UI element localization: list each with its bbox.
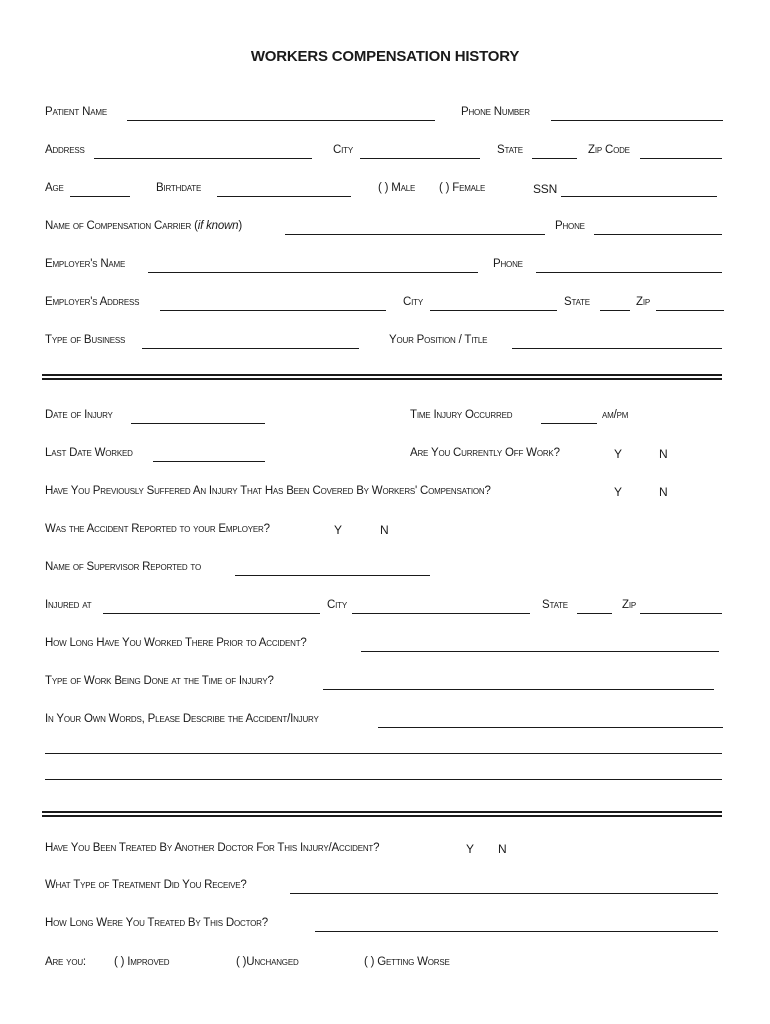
type-of-treatment-label: What Type of Treatment Did You Receive? [45, 879, 247, 891]
city-field[interactable] [360, 158, 480, 159]
carrier-label [45, 220, 242, 232]
carrier-field[interactable] [285, 234, 545, 235]
improved-checkbox[interactable]: ( ) Improved [114, 956, 170, 968]
off-work-no[interactable]: N [659, 447, 668, 461]
employer-phone-field[interactable] [536, 272, 722, 273]
how-long-worked-field[interactable] [361, 651, 719, 652]
are-you-label: Are you: [45, 956, 86, 968]
employer-city-field[interactable] [430, 310, 557, 311]
type-of-work-field[interactable] [323, 689, 714, 690]
off-work-question: Are You Currently Off Work? [410, 447, 560, 459]
accident-reported-question: Was the Accident Reported to your Employer? [45, 523, 270, 535]
position-title-field[interactable] [512, 348, 722, 349]
type-of-business-label: Type of Business [45, 334, 126, 346]
injured-zip-label: Zip [622, 599, 636, 611]
treated-by-another-question: Have You Been Treated By Another Doctor For This Injury/Accident? [45, 842, 380, 854]
phone-number-field[interactable] [551, 120, 723, 121]
employer-name-field[interactable] [148, 272, 478, 273]
age-field[interactable] [70, 196, 130, 197]
employer-zip-field[interactable] [656, 310, 724, 311]
time-injury-label: Time Injury Occurred [410, 409, 513, 421]
employer-zip-label: Zip [636, 296, 650, 308]
employer-address-field[interactable] [160, 310, 386, 311]
last-date-worked-label: Last Date Worked [45, 447, 133, 459]
injured-city-field[interactable] [352, 613, 530, 614]
off-work-yes[interactable]: Y [614, 447, 622, 461]
section-divider-1 [42, 374, 722, 380]
carrier-phone-label: Phone [555, 220, 585, 232]
birthdate-field[interactable] [217, 196, 351, 197]
male-checkbox[interactable]: ( ) Male [378, 182, 416, 194]
unchanged-checkbox[interactable]: ( )Unchanged [236, 956, 299, 968]
previous-injury-no[interactable]: N [659, 485, 668, 499]
employer-state-field[interactable] [600, 310, 630, 311]
address-label: Address [45, 144, 85, 156]
zip-code-label: Zip Code [588, 144, 630, 156]
ssn-label: SSN [533, 182, 558, 196]
treated-yes[interactable]: Y [466, 842, 474, 856]
female-checkbox[interactable]: ( ) Female [439, 182, 486, 194]
describe-accident-line-3[interactable] [45, 779, 722, 780]
carrier-label-prefix: Name of Compensation Carrier ( [45, 220, 198, 232]
injured-zip-field[interactable] [640, 613, 722, 614]
position-title-label: Your Position / Title [389, 334, 488, 346]
type-of-business-field[interactable] [142, 348, 359, 349]
city-label: City [333, 144, 353, 156]
employer-name-label: Employer's Name [45, 258, 126, 270]
am-pm-label: am/pm [602, 409, 629, 421]
patient-name-field[interactable] [127, 120, 435, 121]
employer-phone-label: Phone [493, 258, 523, 270]
time-injury-field[interactable] [541, 423, 597, 424]
accident-reported-yes[interactable]: Y [334, 523, 342, 537]
type-of-work-label: Type of Work Being Done at the Time of Injury? [45, 675, 274, 687]
type-of-treatment-field[interactable] [290, 893, 718, 894]
supervisor-label: Name of Supervisor Reported to [45, 561, 201, 573]
employer-address-label: Employer's Address [45, 296, 140, 308]
supervisor-field[interactable] [235, 575, 430, 576]
how-long-worked-label: How Long Have You Worked There Prior to Accident? [45, 637, 307, 649]
carrier-phone-field[interactable] [594, 234, 722, 235]
employer-state-label: State [564, 296, 590, 308]
last-date-worked-field[interactable] [153, 461, 265, 462]
describe-accident-label: In Your Own Words, Please Describe the Accident/Injury [45, 713, 319, 725]
previous-injury-question: Have You Previously Suffered An Injury That Has Been Covered By Workers' Compensation? [45, 485, 491, 497]
how-long-treated-label: How Long Were You Treated By This Doctor? [45, 917, 268, 929]
section-divider-2 [42, 811, 722, 817]
date-of-injury-field[interactable] [131, 423, 265, 424]
address-field[interactable] [94, 158, 312, 159]
describe-accident-field[interactable] [378, 727, 723, 728]
how-long-treated-field[interactable] [315, 931, 718, 932]
getting-worse-checkbox[interactable]: ( ) Getting Worse [364, 956, 450, 968]
carrier-if-known: if known [197, 220, 239, 232]
employer-city-label: City [403, 296, 423, 308]
injured-state-field[interactable] [577, 613, 612, 614]
state-field[interactable] [532, 158, 577, 159]
birthdate-label: Birthdate [156, 182, 202, 194]
phone-number-label: Phone Number [461, 106, 530, 118]
injured-at-label: Injured at [45, 599, 92, 611]
previous-injury-yes[interactable]: Y [614, 485, 622, 499]
ssn-field[interactable] [561, 196, 717, 197]
treated-no[interactable]: N [498, 842, 507, 856]
accident-reported-no[interactable]: N [380, 523, 389, 537]
carrier-label-suffix: ) [238, 220, 242, 232]
zip-code-field[interactable] [640, 158, 722, 159]
describe-accident-line-2[interactable] [45, 753, 722, 754]
injured-city-label: City [327, 599, 347, 611]
date-of-injury-label: Date of Injury [45, 409, 113, 421]
injured-state-label: State [542, 599, 568, 611]
age-label: Age [45, 182, 64, 194]
injured-at-field[interactable] [103, 613, 320, 614]
state-label: State [497, 144, 523, 156]
form-title: WORKERS COMPENSATION HISTORY [250, 48, 520, 65]
patient-name-label: Patient Name [45, 106, 107, 118]
